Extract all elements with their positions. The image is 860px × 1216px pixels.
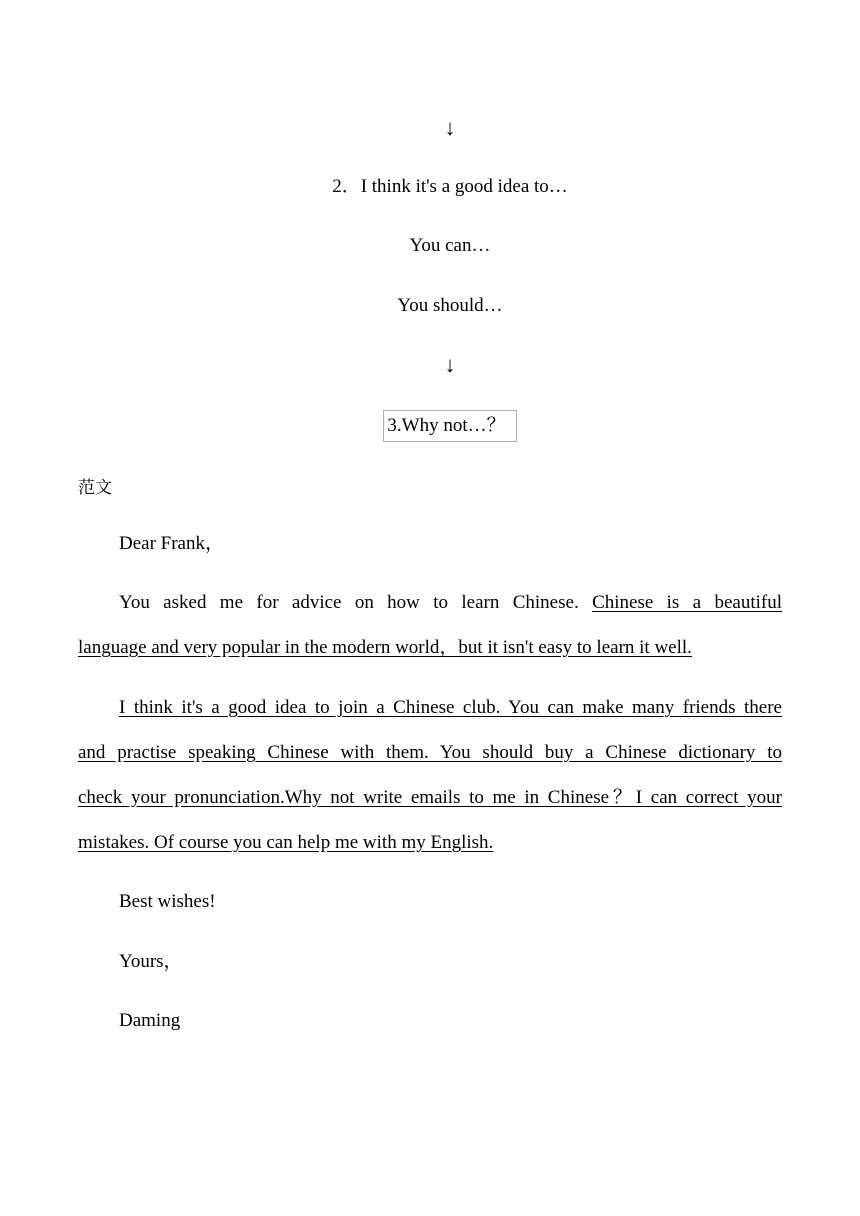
letter-signoff: Yours，	[119, 951, 183, 972]
letter-para1-line2	[78, 636, 782, 660]
outline-step-2: 2．I think it's a good idea to…	[332, 176, 568, 197]
letter-signature: Daming	[119, 1010, 181, 1031]
outline-step-3-box: 3.Why not…？	[383, 410, 516, 442]
down-arrow-icon: ↓	[444, 352, 456, 377]
letter-greeting: Dear Frank，	[119, 533, 224, 554]
letter-para2-line4	[78, 831, 782, 855]
para1-underlined-text: language and very popular in the modern world，but it isn't easy to learn it well.	[78, 637, 692, 658]
letter-closing: Best wishes!	[119, 891, 216, 912]
para2-last-line-text: mistakes. Of course you can help me with my English.	[78, 832, 494, 853]
letter-para2-line2: and practise speaking Chinese with them. You should buy a Chinese dictionary to	[78, 742, 782, 763]
outline-step-2-should: You should…	[397, 295, 503, 316]
letter-para2-line3: check your pronunciation.Why not write emails to me in Chinese？I can correct your	[78, 787, 782, 808]
outline-step-2-can: You can…	[409, 235, 491, 256]
para1-underlined-text: Chinese is a beautiful	[592, 592, 782, 613]
letter-para2-line1: I think it's a good idea to join a Chinese club. You can make many friends there	[119, 697, 782, 718]
para1-plain-text: You asked me for advice on how to learn Chinese.	[119, 592, 593, 613]
sample-essay-label: 范文	[78, 478, 112, 498]
down-arrow-icon: ↓	[444, 115, 456, 140]
outline-step-3	[0, 410, 860, 442]
letter-para1-line1	[119, 591, 782, 615]
